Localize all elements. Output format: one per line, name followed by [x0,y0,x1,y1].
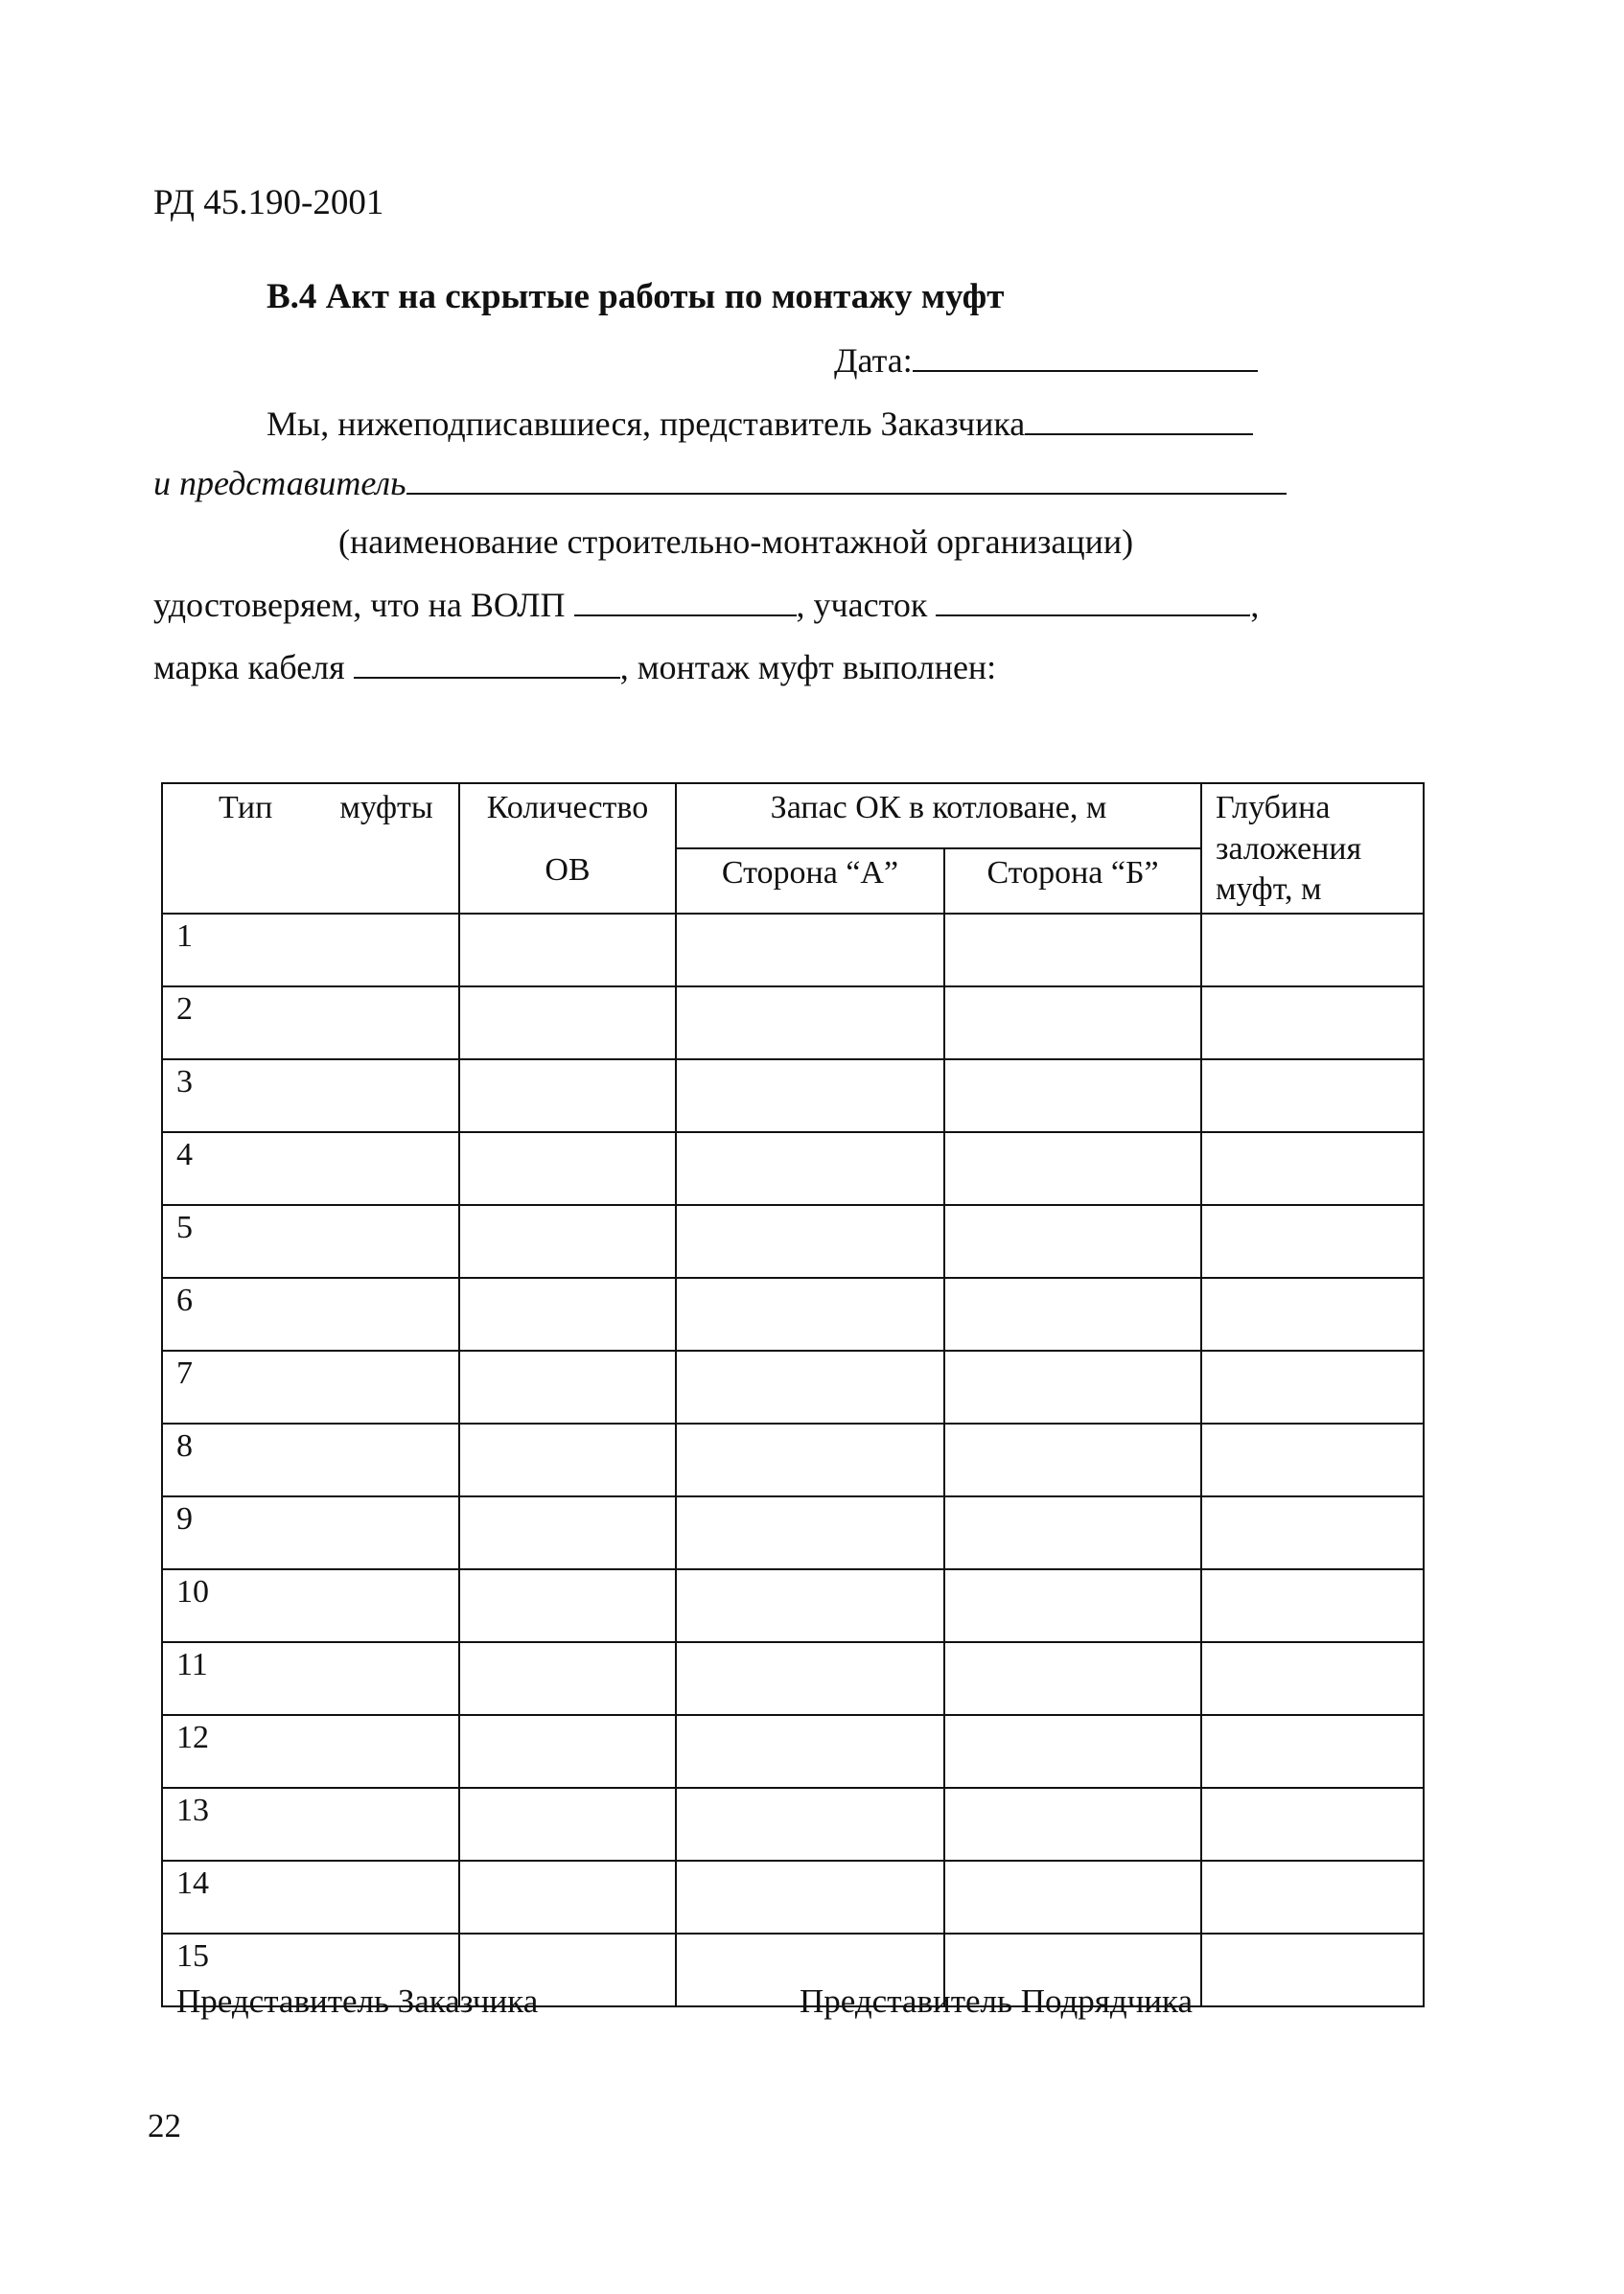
table-row [162,1351,1424,1424]
cell-depth[interactable] [1201,1788,1424,1861]
header-count-unit: ОВ [545,851,591,888]
cell-depth[interactable] [1201,1351,1424,1424]
cell-coupling-type[interactable]: 1 [162,914,459,986]
header-depth: Глубина заложения муфт, м [1201,783,1424,914]
cell-side-a[interactable] [676,914,944,986]
cell-side-b[interactable] [944,986,1201,1059]
cell-coupling-type[interactable]: 7 [162,1351,459,1424]
cell-side-b[interactable] [944,1132,1201,1205]
cable-line [153,644,996,687]
cell-coupling-type[interactable]: 2 [162,986,459,1059]
cell-fiber-count[interactable] [459,1861,676,1934]
document-code: РД 45.190-2001 [153,183,384,222]
intro-text: Мы, нижеподписавшиеся, представитель Заказчика [267,405,1026,443]
cell-coupling-type[interactable]: 9 [162,1496,459,1569]
section-label: , участок [796,586,928,624]
cell-depth[interactable] [1201,1424,1424,1496]
cell-side-a[interactable] [676,1205,944,1278]
cell-coupling-type[interactable]: 3 [162,1059,459,1132]
customer-signature-label: Представитель Заказчика [176,1982,539,2020]
cell-fiber-count[interactable] [459,1278,676,1351]
table-row [162,986,1424,1059]
cell-depth[interactable] [1201,914,1424,986]
cell-coupling-type[interactable]: 4 [162,1132,459,1205]
cell-side-a[interactable] [676,1059,944,1132]
cell-coupling-type[interactable]: 6 [162,1278,459,1351]
cell-depth[interactable] [1201,1569,1424,1642]
certify-line [153,582,1259,625]
cell-coupling-type[interactable]: 12 [162,1715,459,1788]
section-blank[interactable] [936,582,1250,616]
header-type-word2: муфты [339,790,433,825]
header-cable-reserve: Запас ОК в котловане, м [676,783,1201,848]
cell-side-a[interactable] [676,1351,944,1424]
table-row [162,1132,1424,1205]
cell-coupling-type[interactable]: 10 [162,1569,459,1642]
cell-fiber-count[interactable] [459,1569,676,1642]
cell-fiber-count[interactable] [459,1059,676,1132]
cell-depth[interactable] [1201,1205,1424,1278]
cell-depth[interactable] [1201,1132,1424,1205]
trailing-comma: , [1250,586,1260,624]
cell-side-a[interactable] [676,986,944,1059]
table-row [162,1642,1424,1715]
cell-side-b[interactable] [944,1278,1201,1351]
cell-fiber-count[interactable] [459,1788,676,1861]
cell-side-b[interactable] [944,1788,1201,1861]
cell-side-a[interactable] [676,1424,944,1496]
cell-depth[interactable] [1201,1642,1424,1715]
cell-side-b[interactable] [944,1496,1201,1569]
cell-side-b[interactable] [944,1715,1201,1788]
date-label: Дата: [834,341,913,380]
table-body [162,914,1424,2006]
cell-side-b[interactable] [944,1642,1201,1715]
cell-side-b[interactable] [944,1205,1201,1278]
cell-side-b[interactable] [944,1861,1201,1934]
cell-coupling-type[interactable]: 14 [162,1861,459,1934]
mounted-text: , монтаж муфт выполнен: [619,648,997,686]
cell-fiber-count[interactable] [459,1496,676,1569]
cell-fiber-count[interactable] [459,1715,676,1788]
cell-side-b[interactable] [944,914,1201,986]
cell-side-a[interactable] [676,1569,944,1642]
cell-coupling-type[interactable]: 15 [162,1934,459,2006]
cell-side-a[interactable] [676,1642,944,1715]
cell-coupling-type[interactable]: 8 [162,1424,459,1496]
cell-side-b[interactable] [944,1351,1201,1424]
page-number: 22 [148,2107,181,2144]
cell-side-a[interactable] [676,1278,944,1351]
cell-side-a[interactable] [676,1715,944,1788]
cell-depth[interactable] [1201,1059,1424,1132]
table-row [162,1424,1424,1496]
header-type-word1: Тип [219,790,273,825]
representative-line [153,460,1287,503]
table-row [162,1715,1424,1788]
cell-coupling-type[interactable]: 11 [162,1642,459,1715]
cell-side-b[interactable] [944,1059,1201,1132]
cell-fiber-count[interactable] [459,1642,676,1715]
table-row [162,1278,1424,1351]
representative-label: и представитель [153,464,406,502]
cell-side-a[interactable] [676,1496,944,1569]
table-row [162,1788,1424,1861]
table-row [162,1205,1424,1278]
cell-fiber-count[interactable] [459,914,676,986]
cell-side-a[interactable] [676,1861,944,1934]
cell-side-b[interactable] [944,1424,1201,1496]
table-row [162,914,1424,986]
certify-prefix: удостоверяем, что на ВОЛП [153,586,566,624]
table-row [162,1861,1424,1934]
cell-fiber-count[interactable] [459,1351,676,1424]
cell-depth[interactable] [1201,1278,1424,1351]
cell-depth[interactable] [1201,1861,1424,1934]
organization-hint: (наименование строительно-монтажной организации) [338,522,1134,561]
cell-depth[interactable] [1201,1934,1424,2006]
cell-fiber-count[interactable] [459,1424,676,1496]
date-line [834,337,1258,381]
cell-coupling-type[interactable]: 13 [162,1788,459,1861]
date-blank[interactable] [913,337,1258,372]
cell-coupling-type[interactable]: 5 [162,1205,459,1278]
header-coupling-type [162,783,459,914]
coupling-table [161,782,1425,2007]
header-side-a: Сторона “А” [676,848,944,914]
header-fiber-count [459,783,676,914]
table-row [162,1569,1424,1642]
cable-label: марка кабеля [153,648,345,686]
cell-fiber-count[interactable] [459,1132,676,1205]
header-side-b: Сторона “Б” [944,848,1201,914]
volp-blank[interactable] [574,582,797,616]
cell-depth[interactable] [1201,986,1424,1059]
cell-side-a[interactable] [676,1788,944,1861]
cell-fiber-count[interactable] [459,1205,676,1278]
contractor-signature-label: Представитель Подрядчика [800,1982,1194,2020]
cell-depth[interactable] [1201,1715,1424,1788]
header-count-label: Количество [486,790,649,825]
representative-blank[interactable] [406,460,1287,495]
cell-fiber-count[interactable] [459,986,676,1059]
cable-blank[interactable] [354,644,620,679]
section-title: В.4 Акт на скрытые работы по монтажу муфт [267,277,1005,316]
table-row [162,1496,1424,1569]
intro-line [267,401,1253,444]
customer-blank[interactable] [1025,401,1253,435]
table-row [162,1059,1424,1132]
cell-side-b[interactable] [944,1569,1201,1642]
cell-depth[interactable] [1201,1496,1424,1569]
cell-side-a[interactable] [676,1132,944,1205]
